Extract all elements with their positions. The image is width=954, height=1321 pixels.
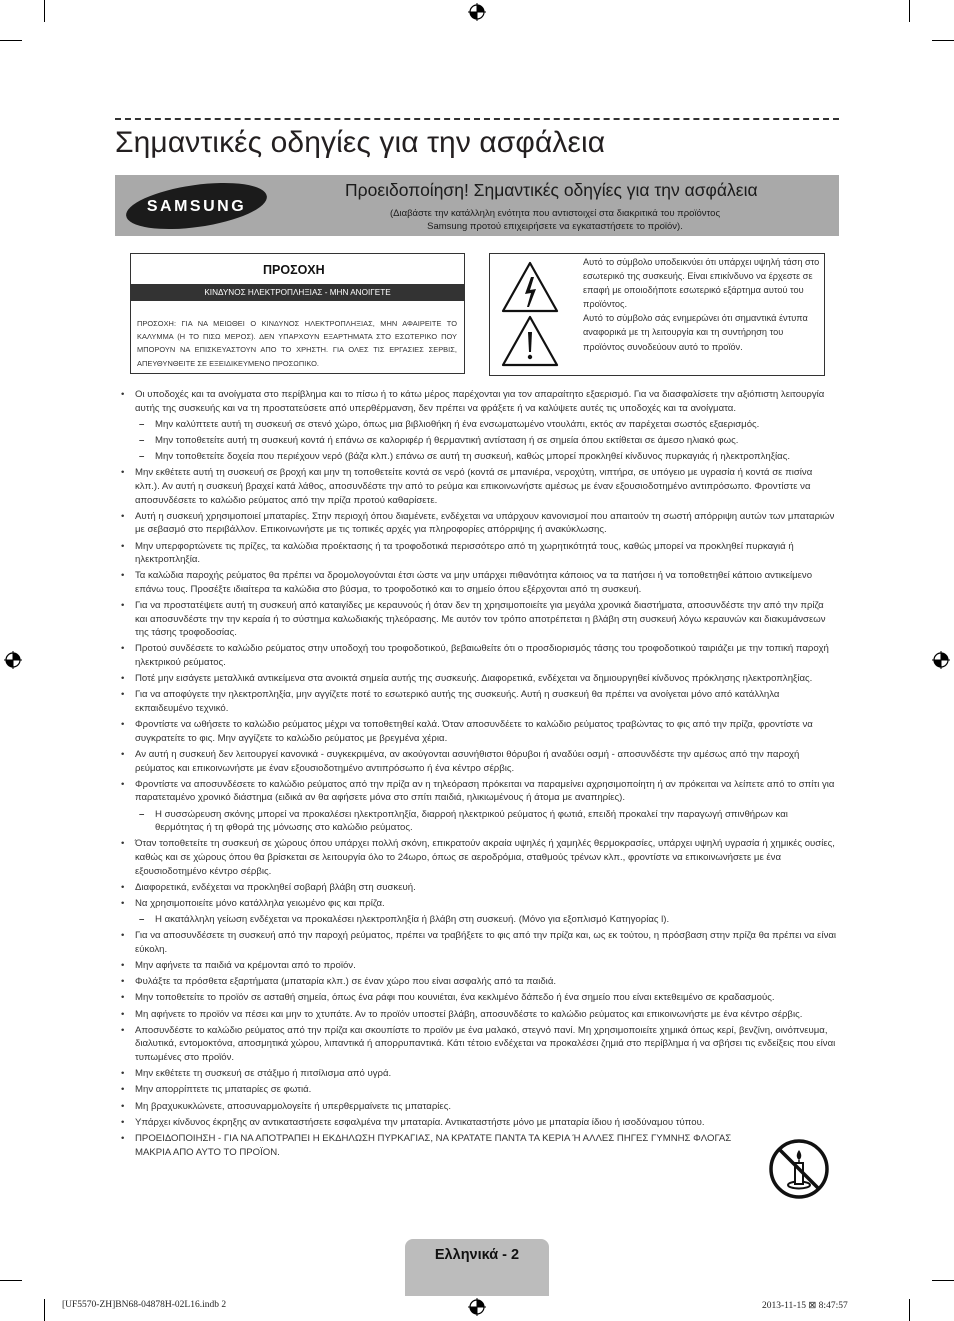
sub-list-item: – Η ακατάλληλη γείωση ενδέχεται να προκαλέσει ηλεκτροπληξία ή βλάβη στη συσκευή. (Μόνο για εξοπλισμό Κατηγορίας l). [121, 913, 837, 927]
list-item: • Για να προστατέψετε αυτή τη συσκευή από καταιγίδες με κεραυνούς ή όταν δεν τη χρησιμοποιείτε για μεγάλα χρονικά διαστήματα, αποσυνδέστε την από την πρίζα και αποσυνδέστε την την κεραία ή το σύστημα καλωδιακής τηλεόρασης. Με αυτόν τον τρόπο αποτρέπεται η βλάβη στη συσκευή λόγω κεραυνών και διακυμάνσεων της τάσης τροφοδοσίας. [121, 599, 837, 640]
caution-bar: ΚΙΝΔΥΝΟΣ ΗΛΕΚΤΡΟΠΛΗΞΙΑΣ - ΜΗΝ ΑΝΟΙΓΕΤΕ [131, 284, 464, 301]
crop-mark [909, 1299, 910, 1321]
registration-mark-top [468, 3, 486, 21]
list-item: • Φυλάξτε τα πρόσθετα εξαρτήματα (μπαταρία κλπ.) σε έναν χώρο που είναι ασφαλής από τα παιδιά. [121, 975, 837, 989]
sub-list-item: – Μην τοποθετείτε αυτή τη συσκευή κοντά ή επάνω σε καλοριφέρ ή θερμαντική αντίσταση ή σε σημεία όπου εκτίθεται σε άμεσο ηλιακό φως. [121, 434, 837, 448]
registration-mark-bottom [468, 1298, 486, 1316]
lightning-warning-icon [500, 260, 560, 314]
list-item: • Τα καλώδια παροχής ρεύματος θα πρέπει να δρομολογούνται έτσι ώστε να μην υπάρχει πιθανότητα κάποιος να τα πατήσει ή να τοποθετηθεί κάποιο αντικείμενο επάνω τους. Προσέξτε ιδιαίτερα τα καλώδια στο βύσμα, το τροφοδοτικό και το σημείο όπου εξέρχονται από τη συσκευή. [121, 569, 837, 596]
list-item: • Φροντίστε να ωθήσετε το καλώδιο ρεύματος μέχρι να τοποθετηθεί καλά. Όταν αποσυνδέετε το καλώδιο ρεύματος τραβώντας το φις από την πρίζα, φροντίστε να συγκρατείτε το φις. Μην αγγίζετε το καλώδιο ρεύματος με βρεγμένα χέρια. [121, 718, 837, 745]
no-candle-icon [768, 1138, 830, 1200]
list-item: • Να χρησιμοποιείτε μόνο κατάλληλα γειωμένο φις και πρίζα. [121, 897, 837, 911]
logo-text: SAMSUNG [146, 198, 247, 215]
list-item: • Για να αποσυνδέσετε τη συσκευή από την παροχή ρεύματος, πρέπει να τραβήξετε το φις από την πρίζα και, ως εκ τούτου, η πρόσβαση στην πρίζα θα πρέπει να είναι εύκολη. [121, 929, 837, 956]
list-item: • Προτού συνδέσετε το καλώδιο ρεύματος στην υποδοχή του τροφοδοτικού, βεβαιωθείτε ότι ο προσδιορισμός τάσης του τροφοδοτικού ταιριάζει με την τοπική παροχή ηλεκτρικού ρεύματος. [121, 642, 837, 669]
list-item: • Όταν τοποθετείτε τη συσκευή σε χώρους όπου υπάρχει πολλή σκόνη, επικρατούν ακραία υψηλές ή χαμηλές θερμοκρασίες, υπάρχει υψηλή υγρασία ή χημικές ουσίες, καθώς και σε χώρους όπου θα βρίσκεται σε λειτουργία όλο το 24ωρο, όπως σε αεροδρόμια, σταθμούς τρένων κλπ., φροντίστε να επικοινωνήσετε με ένα εξουσιοδοτημένο κέντρο σέρβις. [121, 837, 837, 878]
registration-mark-right [932, 651, 950, 669]
warning-banner [115, 175, 839, 236]
caution-text: ΠΡΟΣΟΧΗ: ΓΙΑ ΝΑ ΜΕΙΩΘΕΙ Ο ΚΙΝΔΥΝΟΣ ΗΛΕΚΤΡΟΠΛΗΞΙΑΣ, ΜΗΝ ΑΦΑΙΡΕΙΤΕ ΤΟ ΚΑΛΥΜΜΑ (Η ΤΟ ΠΙΣΩ ΜΕΡΟΣ). ΔΕΝ ΥΠΑΡΧΟΥΝ ΕΞΑΡΤΗΜΑΤΑ ΣΤΟ ΕΣΩΤΕΡΙΚΟ ΠΟΥ ΜΠΟΡΟΥΝ ΝΑ ΕΠΙΣΚΕΥΑΣΤΟΥΝ ΑΠΟ ΤΟ ΧΡΗΣΤΗ. ΓΙΑ ΟΛΕΣ ΤΙΣ ΕΡΓΑΣΙΕΣ ΣΕΡΒΙΣ, ΑΠΕΥΘΥΝΘΕΙΤΕ ΣΕ ΕΞΕΙΔΙΚΕΥΜΕΝΟ ΠΡΟΣΩΠΙΚΟ. [137, 319, 457, 368]
page-number-tab [405, 1239, 549, 1296]
list-item: • Μην αφήνετε τα παιδιά να κρέμονται από το προϊόν. [121, 959, 837, 973]
caution-box [130, 253, 465, 374]
list-item: • Μην απορρίπτετε τις μπαταρίες σε φωτιά. [121, 1083, 837, 1097]
list-item: • Αν αυτή η συσκευή δεν λειτουργεί κανονικά - συγκεκριμένα, αν ακούγονται ασυνήθιστοι θόρυβοι ή αναδύει οσμή - αποσυνδέστε την αμέσως από την παροχή ρεύματος και επικοινωνήστε με έναν εξουσιοδοτημένο αντιπρόσωπο ή ένα κέντρο σέρβις. [121, 748, 837, 775]
page-number-label: Ελληνικά - 2 [434, 1247, 520, 1263]
list-item: • Μην τοποθετείτε το προϊόν σε ασταθή σημεία, όπως ένα ράφι που κουνιέται, ένα κεκλιμένο δάπεδο ή ένα σημείο που είναι εκτεθειμένο σε κραδασμούς. [121, 991, 837, 1005]
list-item: • Μη βραχυκυκλώνετε, αποσυναρμολογείτε ή υπερθερμαίνετε τις μπαταρίες. [121, 1100, 837, 1114]
list-item: • Αυτή η συσκευή χρησιμοποιεί μπαταρίες. Στην περιοχή όπου διαμένετε, ενδέχεται να υπάρχουν κανονισμοί που απαιτούν τη σωστή απόρριψη αυτών των μπαταριών με σεβασμό στο περιβάλλον. Επικοινωνήστε με τις τοπικές αρχές για πληροφορίες απόρριψης ή ανακύκλωσης. [121, 510, 837, 537]
footer-timestamp: 2013-11-15 ⊠ 8:47:57 [762, 1301, 848, 1311]
footer-file-info: [UF5570-ZH]BN68-04878H-02L16.indb 2 [62, 1300, 227, 1310]
sub-list-item: – Μην καλύπτετε αυτή τη συσκευή σε στενό χώρο, όπως μια βιβλιοθήκη ή ένα ενσωματωμένο ντουλάπι, εκτός αν παρέχεται σωστός εξαερισμός. [121, 418, 837, 432]
banner-title: Προειδοποίηση! Σημαντικές οδηγίες για την ασφάλεια [345, 180, 758, 200]
registration-mark-left [4, 651, 22, 669]
banner-subtitle-line: Samsung προτού επιχειρήσετε να εγκαταστήσετε το προϊόν). [427, 221, 683, 232]
caution-heading: ΠΡΟΣΟΧΗ [263, 263, 325, 277]
list-item: • Υπάρχει κίνδυνος έκρηξης αν αντικαταστήσετε εσφαλμένα την μπαταρία. Αντικαταστήστε μόνο με μπαταρία ίδιου ή ισοδύναμου τύπου. [121, 1116, 837, 1130]
crop-mark [44, 1299, 45, 1321]
sub-list-item: – Η συσσώρευση σκόνης μπορεί να προκαλέσει ηλεκτροπληξία, διαρροή ηλεκτρικού ρεύματος ή φωτιά, επειδή προκαλεί την παραγωγή σπινθήρων και θερμότητας ή τη φθορά της μόνωσης στο καλώδιο ρεύματος. [121, 808, 837, 835]
list-item: • ΠΡΟΕΙΔΟΠΟΙΗΣΗ - ΓΙΑ ΝΑ ΑΠΟΤΡΑΠΕΙ Η ΕΚΔΗΛΩΣΗ ΠΥΡΚΑΓΙΑΣ, ΝΑ ΚΡΑΤΑΤΕ ΠΑΝΤΑ ΤΑ ΚΕΡΙΑ Ή ΑΛΛΕΣ ΠΗΓΕΣ ΓΥΜΝΗΣ ΦΛΟΓΑΣ ΜΑΚΡΙΑ ΑΠΟ ΑΥΤΟ ΤΟ ΠΡΟΪΟΝ. [121, 1132, 751, 1159]
crop-mark [932, 40, 954, 41]
list-item: • Μην υπερφορτώνετε τις πρίζες, τα καλώδια προέκτασης ή τα τροφοδοτικά περισσότερο από τη χωρητικότητά τους, καθώς μπορεί να προκληθεί πυρκαγιά ή ηλεκτροπληξία. [121, 540, 837, 567]
page-title: Σημαντικές οδηγίες για την ασφάλεια [115, 126, 606, 159]
crop-mark [0, 1280, 22, 1281]
list-item: • Μην εκθέτετε αυτή τη συσκευή σε βροχή και μην τη τοποθετείτε κοντά σε νερό (κοντά σε μπανιέρα, νεροχύτη, νιπτήρα, σε υπόγειο με υγρασία ή κοντά σε πισίνα κλπ.). Αν αυτή η συσκευή βραχεί κατά λάθος, αποσυνδέστε την από το ρεύμα και επικοινωνήστε αμέσως με έναν εξουσιοδοτημένο αντιπρόσωπο. Φροντίστε να αποσυνδέσετε το καλώδιο ρεύματος από την πρίζα προτού καθαρίσετε. [121, 466, 837, 507]
crop-mark [0, 40, 22, 41]
banner-subtitle-line: (Διαβάστε την κατάλληλη ενότητα που αντιστοιχεί στα διακριτικά του προϊόντος [389, 208, 721, 219]
list-item: • Διαφορετικά, ενδέχεται να προκληθεί σοβαρή βλάβη στη συσκευή. [121, 881, 837, 895]
exclamation-warning-icon [500, 314, 560, 368]
list-item: • Μην εκθέτετε τη συσκευή σε στάξιμο ή πιτσίλισμα από υγρά. [121, 1067, 837, 1081]
samsung-logo [124, 182, 269, 230]
list-item: • Για να αποφύγετε την ηλεκτροπληξία, μην αγγίζετε ποτέ το εσωτερικό αυτής της συσκευής. Αυτή η συσκευή θα πρέπει να ανοίγεται μόνο από κατάλληλα εκπαιδευμένο τεχνικό. [121, 688, 837, 715]
list-item: • Μη αφήνετε το προϊόν να πέσει και μην το χτυπάτε. Αν το προϊόν υποστεί βλάβη, αποσυνδέστε το καλώδιο ρεύματος και επικοινωνήστε με ένα κέντρο σέρβις. [121, 1008, 837, 1022]
lightning-symbol-text: Αυτό το σύμβολο υποδεικνύει ότι υπάρχει υψηλή τάση στο εσωτερικό της συσκευής. Είναι επικίνδυνο να έρχεστε σε επαφή με οποιοδήποτε εσωτερικό εξάρτημα αυτού του προϊόντος. [583, 257, 820, 310]
symbols-text [583, 255, 821, 354]
safety-instructions-list [121, 388, 837, 1162]
list-item: • Αποσυνδέστε το καλώδιο ρεύματος από την πρίζα και σκουπίστε το προϊόν με ένα μαλακό, στεγνό πανί. Μη χρησιμοποιείτε χημικά όπως κερί, βενζίνη, οινόπνευμα, διαλυτικά, εντομοκτόνα, αποσμητικά χώρου, λιπαντικά ή απορρυπαντικά. Κάτι τέτοιο ενδέχεται να προκαλέσει ζημιά στο περίβλημα ή να σβήσει τις ενδείξεις που είναι τυπωμένες στο προϊόν. [121, 1024, 837, 1065]
list-item: • Οι υποδοχές και τα ανοίγματα στο περίβλημα και το πίσω ή το κάτω μέρος παρέχονται για τον απαραίτητο εξαερισμό. Για να διασφαλίσετε την αξιόπιστη λειτουργία αυτής της συσκευής και να τη προστατεύσετε από υπερθέρμανση, δεν πρέπει να φράξετε ή να καλύψετε αυτές τις υποδοχές και τα ανοίγματα. [121, 388, 837, 415]
dashed-rule [115, 118, 839, 120]
banner-subtitle [275, 207, 835, 233]
symbols-box [489, 253, 825, 376]
crop-mark [909, 0, 910, 22]
sub-list-item: – Μην τοποθετείτε δοχεία που περιέχουν νερό (βάζα κλπ.) επάνω σε αυτή τη συσκευή, καθώς μπορεί προκληθεί κίνδυνος πυρκαγιάς ή ηλεκτροπληξίας. [121, 450, 837, 464]
crop-mark [44, 0, 45, 22]
list-item: • Φροντίστε να αποσυνδέσετε το καλώδιο ρεύματος από την πρίζα αν η τηλεόραση πρόκειται να παραμείνει αχρησιμοποίητη ή αν πρόκειται να λείπετε από το σπίτι για παρατεταμένο χρονικό διάστημα (ειδικά αν θα αφήσετε μόνα στο σπίτι παιδιά, ηλικιωμένους ή άτομα με αναπηρίες). [121, 778, 837, 805]
crop-mark [932, 1280, 954, 1281]
list-item: • Ποτέ μην εισάγετε μεταλλικά αντικείμενα στα ανοικτά σημεία αυτής της συσκευής. Διαφορετικά, ενδέχεται να δημιουργηθεί κίνδυνος πρόκλησης ηλεκτροπληξίας. [121, 672, 837, 686]
exclamation-symbol-text: Αυτό το σύμβολο σάς ενημερώνει ότι σημαντικά έντυπα αναφορικά με τη λειτουργία και τη συντήρηση του προϊόντος συνοδεύουν αυτό το προϊόν. [583, 313, 808, 352]
